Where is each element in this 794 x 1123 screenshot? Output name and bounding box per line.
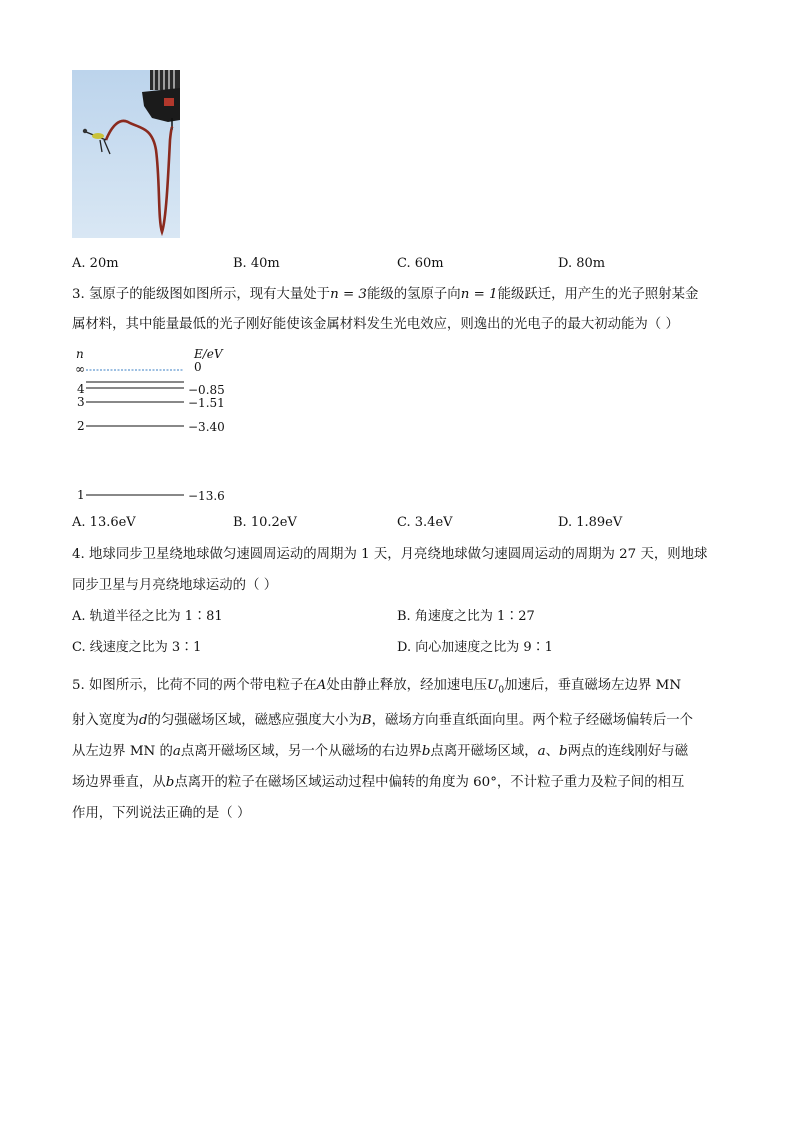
q4-stem-line2: 同步卫星与月亮绕地球运动的（ ） <box>72 578 278 593</box>
level-4-n: 4 <box>77 382 85 396</box>
q3-stem-line2: 属材料，其中能量最低的光子刚好能使该金属材料发生光电效应，则逸出的光电子的最大初动能为（ ） <box>72 317 679 332</box>
level-2-e: −3.40 <box>188 420 225 434</box>
q5-stem-line1: 5. 如图所示，比荷不同的两个带电粒子在A处由静止释放，经加速电压$U_0$加速后，垂直磁场左边界 MN <box>72 678 682 696</box>
q3-option-a[interactable]: A. 13.6eV <box>72 515 136 530</box>
q5-stem-line4: 场边界垂直，从b点离开的粒子在磁场区域运动过程中偏转的角度为 60°，不计粒子重力及粒子间的相互 <box>72 775 685 790</box>
q3-option-d[interactable]: D. 1.89eV <box>558 515 623 530</box>
q4-option-b[interactable]: B. 角速度之比为 1∶27 <box>397 609 535 624</box>
q2-option-b[interactable]: B. 40m <box>233 256 280 271</box>
diagram-e-header: E/eV <box>194 347 223 361</box>
q4-option-a[interactable]: A. 轨道半径之比为 1∶81 <box>72 609 223 624</box>
q5-stem-line3: 从左边界 MN 的a点离开磁场区域，另一个从磁场的右边界b点离开磁场区域，a、b两点的连线刚好与磁 <box>72 744 689 759</box>
q2-option-a[interactable]: A. 20m <box>72 256 119 271</box>
q2-option-c[interactable]: C. 60m <box>397 256 444 271</box>
level-1-e: −13.6 <box>188 489 225 503</box>
q2-option-d[interactable]: D. 80m <box>558 256 606 271</box>
level-inf-n: ∞ <box>75 362 85 376</box>
level-inf-e: 0 <box>194 360 202 374</box>
level-2-n: 2 <box>77 419 85 433</box>
q3-option-b[interactable]: B. 10.2eV <box>233 515 297 530</box>
level-1-n: 1 <box>77 488 85 502</box>
diagram-n-header: n <box>76 347 84 361</box>
energy-level-diagram <box>72 344 242 504</box>
bungee-jump-photo <box>72 70 180 238</box>
q5-stem-line5: 作用，下列说法正确的是（ ） <box>72 806 251 821</box>
q3-option-c[interactable]: C. 3.4eV <box>397 515 453 530</box>
q3-stem-line1: 3. 氢原子的能级图如图所示，现有大量处于n = 3能级的氢原子向n = 1能级跃迁，用产生的光子照射某金 <box>72 287 699 302</box>
level-4-e: −0.85 <box>188 383 225 397</box>
level-3-n: 3 <box>77 395 85 409</box>
q5-stem-line2: 射入宽度为d的匀强磁场区域，磁感应强度大小为B，磁场方向垂直纸面向里。两个粒子经磁场偏转后一个 <box>72 713 693 728</box>
q4-option-d[interactable]: D. 向心加速度之比为 9∶1 <box>397 640 553 655</box>
q4-stem-line1: 4. 地球同步卫星绕地球做匀速圆周运动的周期为 1 天，月亮绕地球做匀速圆周运动的周期为 27 天，则地球 <box>72 547 708 562</box>
q4-option-c[interactable]: C. 线速度之比为 3∶1 <box>72 640 202 655</box>
level-3-e: −1.51 <box>188 396 225 410</box>
